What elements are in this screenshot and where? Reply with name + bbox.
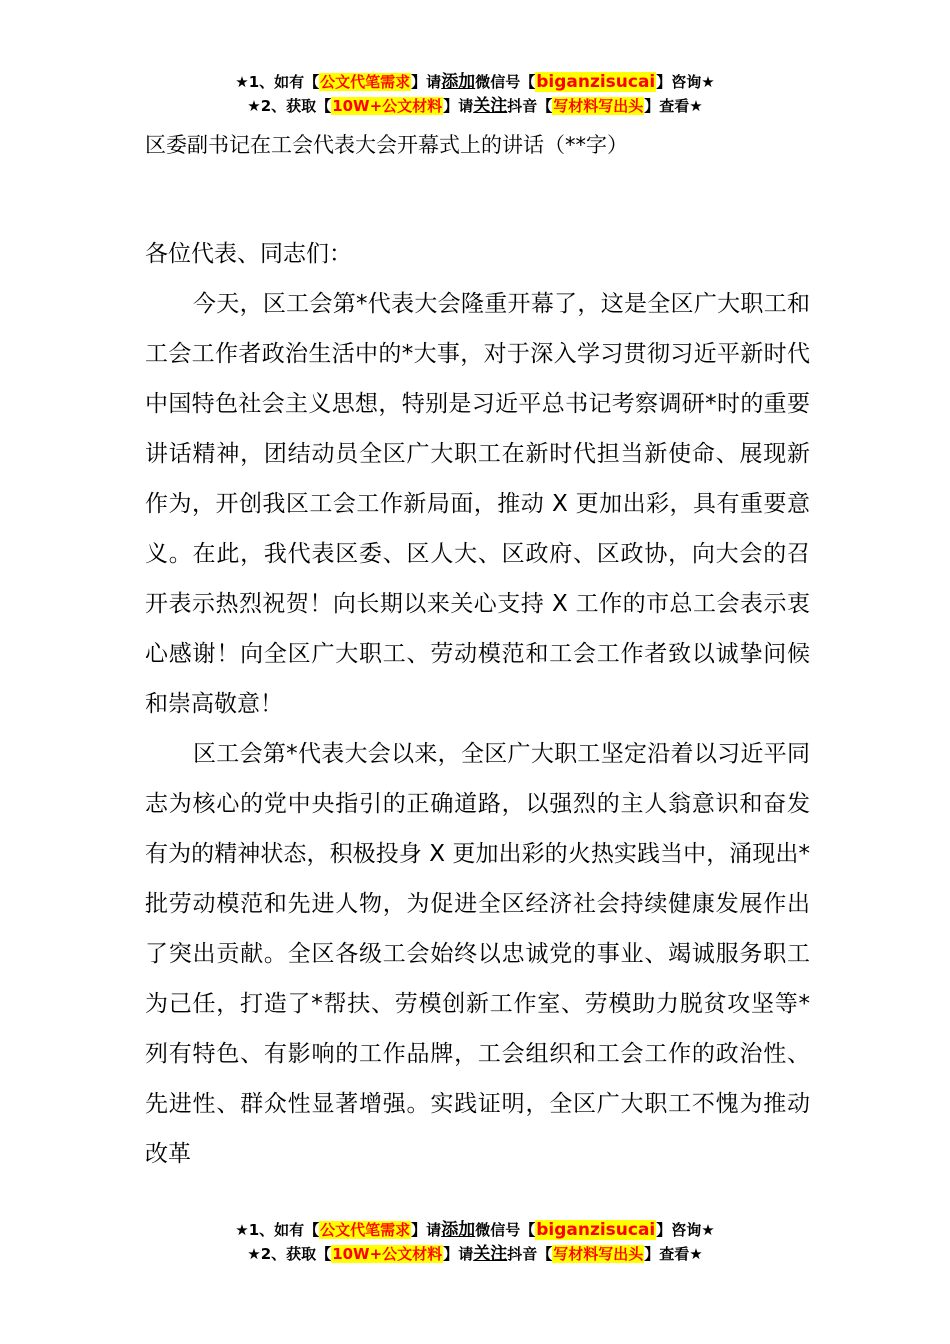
banner-underline: 关注 [473,96,508,116]
banner-highlight: 10W+公文材料 [332,97,443,115]
document-title: 区委副书记在工会代表大会开幕式上的讲话（**字） [145,133,628,157]
banner-wechat-id: biganzisucai [536,72,656,92]
banner-underline: 添加 [441,1220,476,1240]
paragraph-2: 区工会第*代表大会以来，全区广大职工坚定沿着以习近平同志为核心的党中央指引的正确道路，以强烈的主人翁意识和奋发有为的精神状态，积极投身 X 更加出彩的火热实践当中，涌现出*批劳动模范和先进人物，为促进全区经济社会持续健康发展作出了突出贡献。全区各级工会始终以忠诚党的事业、竭诚服务职工为己任，打造了*帮扶、劳模创新工作室、劳模助力脱贫攻坚等*列有特色、有影响的工作品牌，工会组织和工会工作的政治性、先进性、群众性显著增强。实践证明，全区广大职工不愧为推动改革 [145,741,810,1167]
footer-banner [0,1218,950,1266]
banner-text: 抖音【 [507,97,553,115]
banner-text: 】咨询 [656,73,702,91]
header-banner [0,70,950,118]
banner-text: 】请 [443,1245,474,1263]
banner-text: 】查看 [644,97,690,115]
star-icon: ★ [235,1221,249,1239]
salutation: 各位代表、同志们： [145,241,352,267]
banner-highlight: 公文代笔需求 [320,73,411,91]
banner-highlight: 写材料写出头 [553,1245,644,1263]
banner-text: 】请 [411,1221,442,1239]
star-icon: ★ [247,1245,261,1263]
banner-wechat-id: biganzisucai [536,1220,656,1240]
banner-text: 2、获取【 [260,1245,332,1263]
banner-highlight: 公文代笔需求 [320,1221,411,1239]
star-icon: ★ [247,97,261,115]
star-icon: ★ [701,73,715,91]
banner-highlight: 写材料写出头 [553,97,644,115]
banner-underline: 关注 [473,1244,508,1264]
star-icon: ★ [235,73,249,91]
banner-underline: 添加 [441,72,476,92]
banner-text: 】请 [411,73,442,91]
banner-text: 微信号【 [475,1221,536,1239]
star-icon: ★ [701,1221,715,1239]
document-body [145,229,810,1179]
star-icon: ★ [689,1245,703,1263]
banner-line-1 [0,1218,950,1242]
banner-text: 1、如有【 [248,73,320,91]
banner-text: 抖音【 [507,1245,553,1263]
banner-highlight: 10W+公文材料 [332,1245,443,1263]
star-icon: ★ [689,97,703,115]
banner-text: 2、获取【 [260,97,332,115]
banner-text: 】查看 [644,1245,690,1263]
banner-text: 1、如有【 [248,1221,320,1239]
banner-line-1 [0,70,950,94]
banner-line-2 [0,1242,950,1266]
banner-text: 】咨询 [656,1221,702,1239]
banner-line-2 [0,94,950,118]
banner-text: 】请 [443,97,474,115]
paragraph-1: 今天，区工会第*代表大会隆重开幕了，这是全区广大职工和工会工作者政治生活中的*大事，对于深入学习贯彻习近平新时代中国特色社会主义思想，特别是习近平总书记考察调研*时的重要讲话精神，团结动员全区广大职工在新时代担当新使命、展现新作为，开创我区工会工作新局面，推动 X 更加出彩，具有重要意义。在此，我代表区委、区人大、区政府、区政协，向大会的召开表示热烈祝贺！向长期以来关心支持 X 工作的市总工会表示衷心感谢！向全区广大职工、劳动模范和工会工作者致以诚挚问候和崇高敬意！ [145,291,810,717]
banner-text: 微信号【 [475,73,536,91]
